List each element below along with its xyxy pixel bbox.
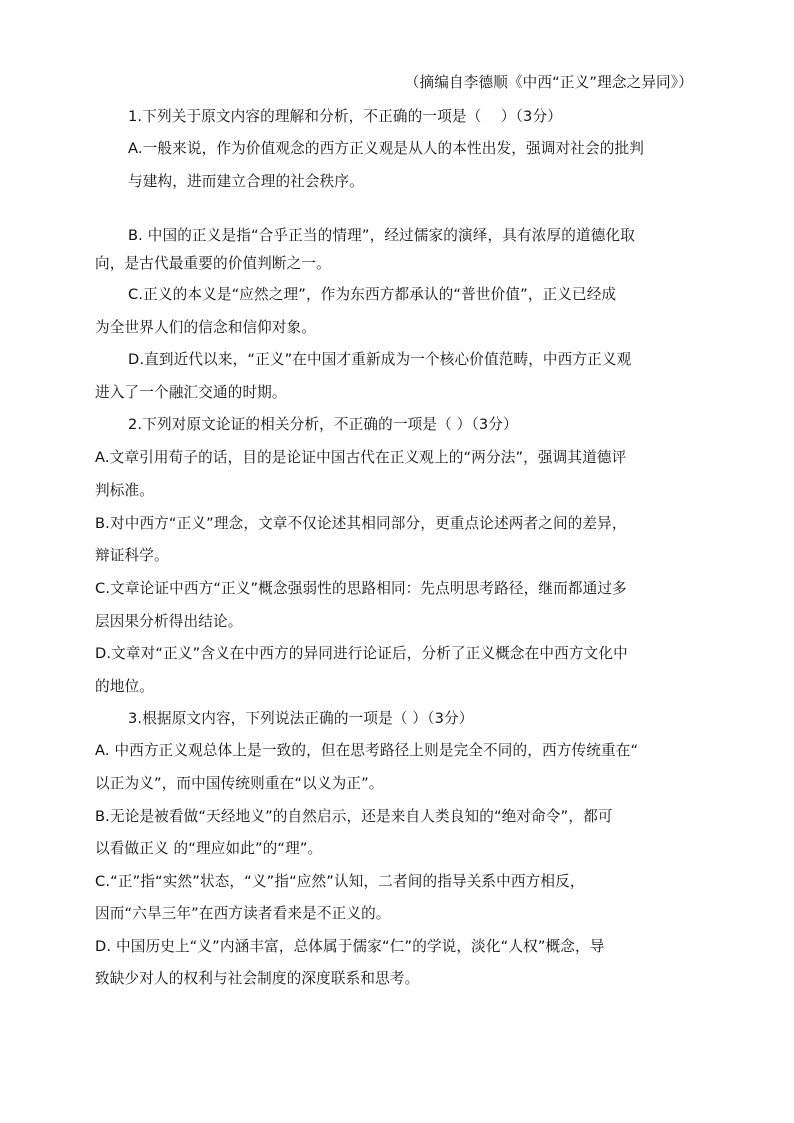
q1-option-d-line-2: 进入了一个融汇交通的时期。 [95,384,287,401]
q2-option-c-line-1: C.文章论证中西方“正义”概念强弱性的思路相同：先点明思考路径，继而都通过多 [95,580,627,597]
question-2-stem: 2.下列对原文论证的相关分析，不正确的一项是（ ）（3分） [128,416,518,433]
q3-option-b-line-1: B.无论是被看做“天经地义”的自然启示，还是来自人类良知的“绝对命令”，都可 [95,808,613,825]
q3-option-a-line-2: 以正为义”，而中国传统则重在“以义为正”。 [95,775,384,792]
q2-option-a-line-1: A.文章引用荀子的话，目的是论证中国古代在正义观上的“两分法”，强调其道德评 [95,449,627,466]
q3-option-b-line-2: 以看做正义 的“理应如此”的“理”。 [95,840,323,857]
q2-option-b-line-2: 辩证科学。 [95,547,169,564]
q2-option-c-line-2: 层因果分析得出结论。 [95,613,243,630]
q2-option-b-line-1: B.对中西方“正义”理念，文章不仅论述其相同部分，更重点论述两者之间的差异， [95,515,627,532]
q3-option-c-line-1: C.“正”指“实然”状态，“义”指“应然”认知，二者间的指导关系中西方相反， [95,873,585,890]
q1-option-c-line-1: C.正义的本义是“应然之理”，作为东西方都承认的“普世价值”，正义已经成 [128,286,617,303]
q3-option-a-line-1: A. 中西方正义观总体上是一致的，但在思考路径上则是完全不同的，西方传统重在“ [95,742,639,759]
q3-option-d-line-2: 致缺少对人的权利与社会制度的深度联系和思考。 [95,970,420,987]
question-3-stem: 3.根据原文内容，下列说法正确的一项是（ ）（3分） [128,710,474,727]
q1-option-a-line-2: 与建构，进而建立合理的社会秩序。 [128,173,364,190]
question-1-stem: 1.下列关于原文内容的理解和分析，不正确的一项是（ ）（3分） [128,108,562,125]
q1-option-c-line-2: 为全世界人们的信念和信仰对象。 [95,319,317,336]
q1-option-b-line-1: B. 中国的正义是指“合乎正当的情理”，经过儒家的演绎，具有浓厚的道德化取 [128,227,635,244]
q3-option-d-line-1: D. 中国历史上“义”内涵丰富，总体属于儒家“仁”的学说，淡化“人权”概念，导 [95,938,605,955]
source-citation: （摘编自李德顺《中西“正义”理念之异同》） [404,74,693,91]
q2-option-a-line-2: 判标准。 [95,482,154,499]
q2-option-d-line-1: D.文章对“正义”含义在中西方的异同进行论证后，分析了正义概念在中西方文化中 [95,645,628,662]
q1-option-a-line-1: A.一般来说，作为价值观念的西方正义观是从人的本性出发，强调对社会的批判 [128,140,644,157]
q2-option-d-line-2: 的地位。 [95,678,154,695]
q1-option-d-line-1: D.直到近代以来，“正义”在中国才重新成为一个核心价值范畴，中西方正义观 [128,351,632,368]
q1-option-b-line-2: 向，是古代最重要的价值判断之一。 [95,255,331,272]
q3-option-c-line-2: 因而“六旱三年”在西方读者看来是不正义的。 [95,905,391,922]
